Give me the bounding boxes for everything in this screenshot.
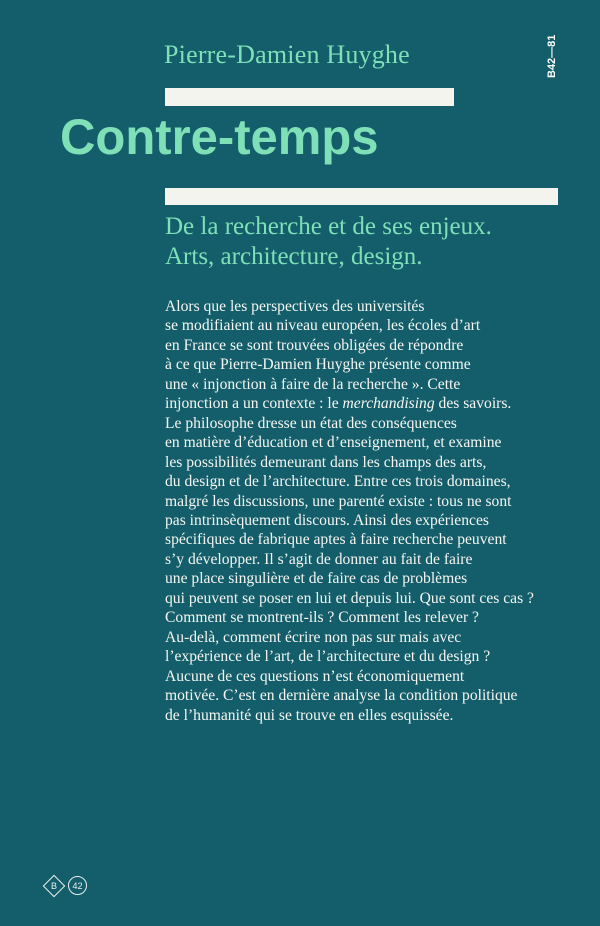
blurb-line: l’expérience de l’art, de l’architecture et du design ? <box>165 648 491 666</box>
subtitle-line: De la recherche et de ses enjeux. <box>165 213 492 240</box>
divider-bar <box>165 88 454 106</box>
blurb-line: s’y développer. Il s’agit de donner au fait de faire <box>165 550 473 568</box>
blurb-line: en France se sont trouvées obligées de répondre <box>165 336 464 354</box>
blurb-segment: injonction a un contexte : le <box>165 395 343 413</box>
blurb-segment: des savoirs. <box>434 395 512 413</box>
blurb-text <box>165 297 534 725</box>
spine-code: B42—81 <box>546 34 558 78</box>
blurb-line: une place singulière et de faire cas de problèmes <box>165 570 468 588</box>
blurb-segment: merchandising <box>342 395 435 413</box>
blurb-line: spécifiques de fabrique aptes à faire recherche peuvent <box>165 531 507 549</box>
blurb-line: une « injonction à faire de la recherche ». Cette <box>165 375 461 393</box>
blurb-line: se modifiaient au niveau européen, les écoles d’art <box>165 317 481 335</box>
blurb-line: qui peuvent se poser en lui et depuis lui. Que sont ces cas ? <box>165 589 534 607</box>
book-title: Contre-temps <box>60 109 379 165</box>
diamond-icon: B <box>43 874 66 897</box>
blurb-line: pas intrinsèquement discours. Ainsi des expériences <box>165 511 489 529</box>
blurb-line: malgré les discussions, une parenté existe : tous ne sont <box>165 492 512 510</box>
blurb-line: Au-delà, comment écrire non pas sur mais avec <box>165 628 462 646</box>
author-name: Pierre-Damien Huyghe <box>164 40 410 69</box>
blurb-line: Comment se montrent-ils ? Comment les relever ? <box>165 609 479 627</box>
circle-icon: 42 <box>68 876 87 895</box>
blurb-line: à ce que Pierre-Damien Huyghe présente comme <box>165 356 471 374</box>
subtitle <box>165 212 492 272</box>
blurb-line: de l’humanité qui se trouve en elles esquissée. <box>165 706 454 724</box>
blurb-line: Le philosophe dresse un état des conséquences <box>165 414 457 432</box>
subtitle-line: Arts, architecture, design. <box>165 243 423 270</box>
blurb-line <box>165 394 534 413</box>
blurb-line: du design et de l’architecture. Entre ces trois domaines, <box>165 473 511 491</box>
blurb-line: Aucune de ces questions n’est économiquement <box>165 667 465 685</box>
publisher-logo <box>43 876 87 895</box>
divider-bar <box>165 188 558 205</box>
blurb-line: les possibilités demeurant dans les champs des arts, <box>165 453 487 471</box>
blurb-line: Alors que les perspectives des universités <box>165 298 425 315</box>
blurb-line: en matière d’éducation et d’enseignement, et examine <box>165 434 502 452</box>
blurb-line: motivée. C’est en dernière analyse la condition politique <box>165 687 518 705</box>
